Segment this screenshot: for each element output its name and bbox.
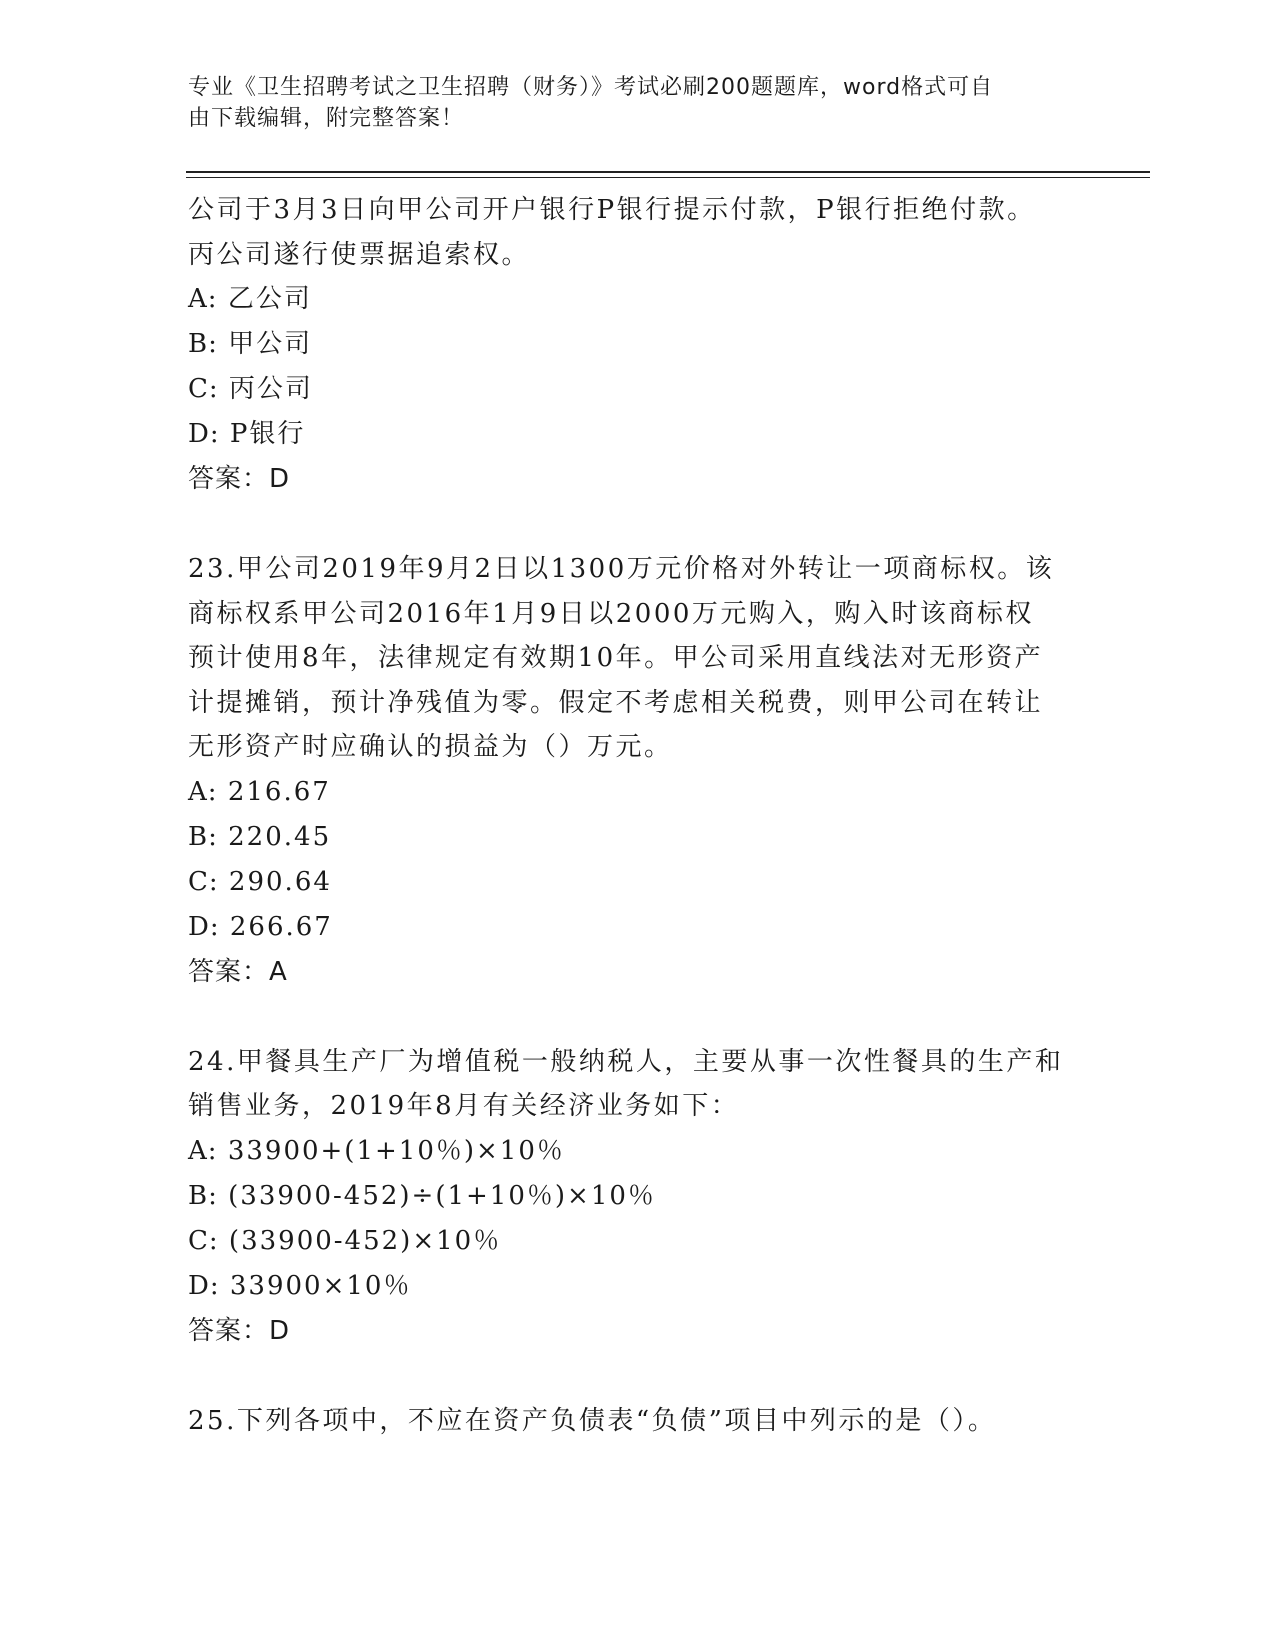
header-line-1: 专业《卫生招聘考试之卫生招聘（财务）》考试必刷200题题库，word格式可自 <box>188 75 994 100</box>
question-stem-line: 无形资产时应确认的损益为（）万元。 <box>188 732 673 762</box>
option-d <box>188 1264 1088 1309</box>
option-a <box>188 1129 1088 1174</box>
option-key: A: <box>188 776 218 807</box>
option-text: 33900+(1+10％)×10％ <box>227 1135 565 1166</box>
option-text: 220.45 <box>228 821 332 852</box>
document-header <box>188 72 1088 134</box>
question-stem-line: 25.下列各项中，不应在资产负债表“负债”项目中列示的是（）。 <box>188 1405 997 1436</box>
option-key: C: <box>188 374 219 404</box>
option-d <box>188 905 1088 950</box>
option-text: 33900×10％ <box>229 1270 412 1301</box>
header-line-2: 由下载编辑，附完整答案！ <box>188 106 465 131</box>
option-key: C: <box>188 866 219 897</box>
question-stem-line: 23.甲公司2019年9月2日以1300万元价格对外转让一项商标权。该 <box>188 554 1055 584</box>
option-key: A: <box>188 284 218 314</box>
option-text: 乙公司 <box>227 284 312 314</box>
option-text: 丙公司 <box>228 374 313 404</box>
option-text: 290.64 <box>228 866 332 897</box>
option-c <box>188 1219 1088 1264</box>
option-key: B: <box>188 821 218 852</box>
option-c <box>188 367 1088 412</box>
option-text: 216.67 <box>227 776 331 807</box>
question-stem-line: 丙公司遂行使票据追索权。 <box>188 239 531 270</box>
option-key: D: <box>188 1270 220 1301</box>
question-stem-line: 计提摊销，预计净残值为零。假定不考虑相关税费，则甲公司在转让 <box>188 687 1044 718</box>
option-key: C: <box>188 1225 219 1256</box>
question-spacer <box>188 1354 1088 1399</box>
question-24 <box>188 1040 1088 1354</box>
option-a <box>188 770 1088 815</box>
question-stem-line: 公司于3月3日向甲公司开户银行P银行提示付款，P银行拒绝付款。 <box>188 195 1036 225</box>
option-b <box>188 815 1088 860</box>
question-stem-line: 销售业务，2019年8月有关经济业务如下： <box>188 1091 740 1121</box>
question-content <box>188 188 1088 1443</box>
option-key: A: <box>188 1135 218 1166</box>
option-d <box>188 412 1088 457</box>
question-22 <box>188 188 1088 502</box>
answer-line: 答案：D <box>188 1315 291 1346</box>
option-text: 甲公司 <box>228 329 313 359</box>
option-text: P银行 <box>229 419 306 449</box>
question-spacer <box>188 995 1088 1040</box>
option-key: D: <box>188 911 220 942</box>
question-25 <box>188 1399 1088 1444</box>
header-divider-thin <box>186 177 1150 178</box>
option-key: D: <box>188 419 220 449</box>
question-stem-line: 24.甲餐具生产厂为增值税一般纳税人，主要从事一次性餐具的生产和 <box>188 1046 1064 1077</box>
option-text: 266.67 <box>229 911 333 942</box>
answer-line: 答案：D <box>188 464 291 494</box>
option-key: B: <box>188 329 218 359</box>
question-23 <box>188 547 1088 995</box>
option-b <box>188 322 1088 367</box>
question-spacer <box>188 502 1088 547</box>
answer-line: 答案：A <box>188 956 288 987</box>
option-c <box>188 860 1088 905</box>
option-text: (33900-452)×10％ <box>228 1225 502 1256</box>
option-key: B: <box>188 1180 218 1211</box>
question-stem-line: 商标权系甲公司2016年1月9日以2000万元购入，购入时该商标权 <box>188 598 1034 629</box>
header-divider-thick <box>186 171 1150 173</box>
question-stem-line: 预计使用8年，法律规定有效期10年。甲公司采用直线法对无形资产 <box>188 643 1044 673</box>
option-a <box>188 277 1088 322</box>
option-text: (33900-452)÷(1+10％)×10％ <box>228 1180 656 1211</box>
option-b <box>188 1174 1088 1219</box>
